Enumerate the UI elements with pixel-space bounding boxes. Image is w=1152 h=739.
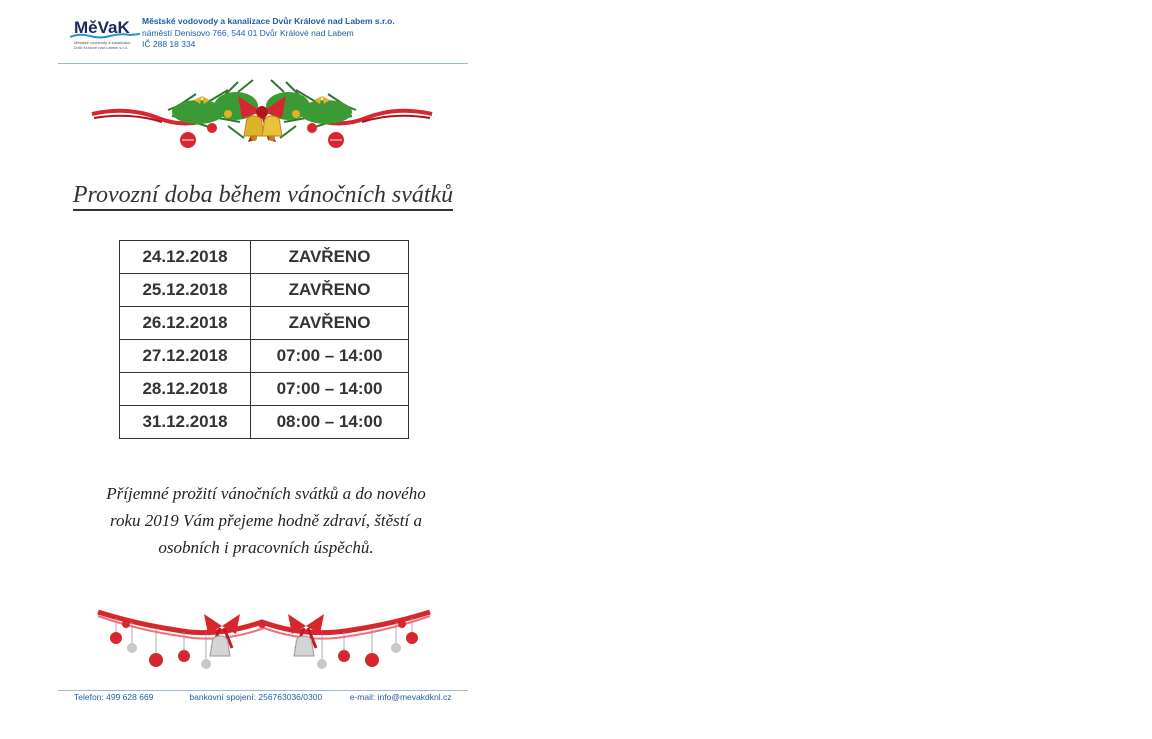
table-row: [120, 406, 409, 439]
greeting-line: roku 2019 Vám přejeme hodně zdraví, štěstí a: [110, 511, 422, 530]
christmas-garland-top: [88, 72, 436, 158]
greeting-line: Příjemné prožití vánočních svátků a do nového: [106, 484, 426, 503]
status-cell: 07:00 – 14:00: [251, 373, 409, 406]
date-cell: 26.12.2018: [120, 307, 251, 340]
company-name: Městské vodovody a kanalizace Dvůr Králové nad Labem s.r.o.: [142, 16, 395, 26]
date-cell: 28.12.2018: [120, 373, 251, 406]
logo-wave-icon: [70, 32, 140, 40]
date-cell: 24.12.2018: [120, 241, 251, 274]
status-cell: 07:00 – 14:00: [251, 340, 409, 373]
footer-bank: bankovní spojení: 256763036/0300: [189, 692, 323, 702]
document-page: [58, 0, 468, 739]
footer: [74, 692, 451, 702]
status-cell: ZAVŘENO: [251, 274, 409, 307]
date-cell: 27.12.2018: [120, 340, 251, 373]
status-cell: ZAVŘENO: [251, 307, 409, 340]
date-cell: 31.12.2018: [120, 406, 251, 439]
company-address: náměstí Denisovo 766, 544 01 Dvůr Králové nad Labem: [142, 27, 354, 38]
opening-hours-table: [119, 240, 409, 439]
footer-email: e-mail: info@mevakdknl.cz: [349, 692, 452, 702]
logo-text: MěVaK: [74, 18, 130, 37]
page-title-text: Provozní doba během vánočních svátků: [73, 182, 453, 211]
footer-phone: Telefon: 499 628 669: [74, 692, 154, 702]
company-logo: [74, 18, 140, 48]
greeting-line: osobních i pracovních úspěchů.: [158, 538, 374, 557]
table-row: [120, 373, 409, 406]
status-cell: ZAVŘENO: [251, 241, 409, 274]
table-row: [120, 340, 409, 373]
greeting-text: [76, 480, 456, 561]
christmas-garland-bottom: [96, 604, 432, 672]
company-ico: IČ 288 18 334: [142, 39, 196, 49]
company-info: [142, 16, 395, 51]
status-cell: 08:00 – 14:00: [251, 406, 409, 439]
date-cell: 25.12.2018: [120, 274, 251, 307]
logo-subtitle: Městské vodovody a kanalizace Dvůr Králové nad Labem s.r.o.: [74, 40, 131, 50]
header-divider: [58, 63, 468, 64]
table-row: [120, 307, 409, 340]
footer-divider: [58, 690, 468, 691]
table-row: [120, 241, 409, 274]
page-title: [58, 182, 468, 209]
table-row: [120, 274, 409, 307]
